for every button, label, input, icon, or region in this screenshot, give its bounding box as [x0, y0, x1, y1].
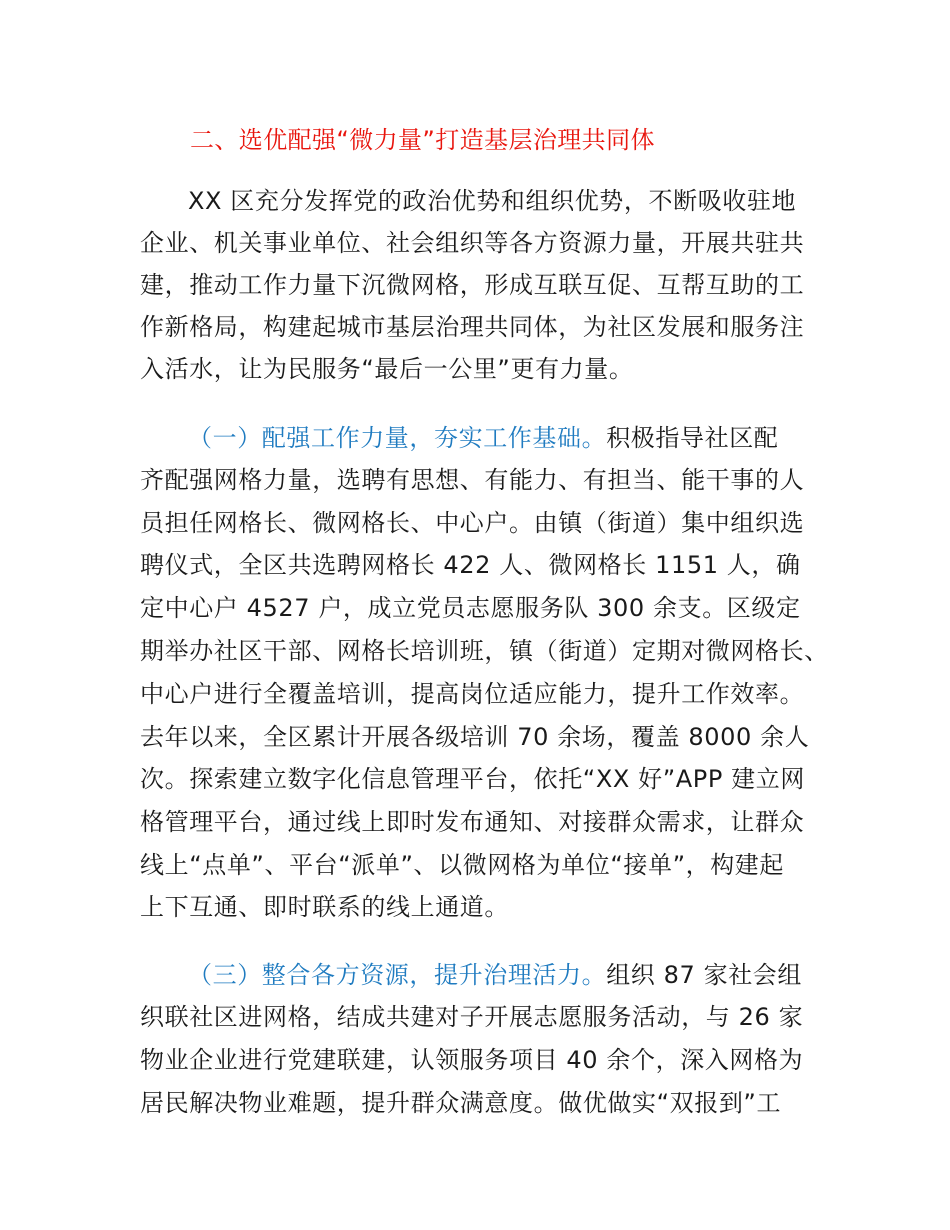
paragraph-line: [188, 960, 802, 990]
paragraph-line: 线上“点单”、平台“派单”、以微网格为单位“接单”，构建起: [140, 851, 784, 879]
paragraph-line: 齐配强网格力量，选聘有思想、有能力、有担当、能干事的人: [140, 466, 805, 494]
part-three-heading: （三）整合各方资源，提升治理活力。: [188, 961, 607, 989]
paragraph-line: 上下互通、即时联系的线上通道。: [140, 893, 509, 921]
paragraph-text: 积极指导社区配: [606, 424, 779, 452]
paragraph-line: 期举办社区干部、网格长培训班，镇（街道）定期对微网格长、: [140, 637, 829, 665]
paragraph-line: 聘仪式，全区共选聘网格长 422 人、微网格长 1151 人，确: [140, 551, 801, 579]
paragraph-line: 中心户进行全覆盖培训，提高岗位适应能力，提升工作效率。: [140, 680, 805, 708]
paragraph-line: 织联社区进网格，结成共建对子开展志愿服务活动，与 26 家: [140, 1003, 804, 1031]
paragraph-line: 建，推动工作力量下沉微网格，形成互联互促、互帮互助的工: [140, 271, 805, 299]
paragraph-line: [188, 423, 778, 453]
paragraph-line: 定中心户 4527 户，成立党员志愿服务队 300 余支。区级定: [140, 594, 801, 622]
section-title: 二、选优配强“微力量”打造基层治理共同体: [190, 126, 655, 154]
paragraph-line: 格管理平台，通过线上即时发布通知、对接群众需求，让群众: [140, 808, 805, 836]
part-one-heading: （一）配强工作力量，夯实工作基础。: [188, 424, 607, 452]
paragraph-line: 去年以来，全区累计开展各级培训 70 余场，覆盖 8000 余人: [140, 723, 810, 751]
paragraph-line: 居民解决物业难题，提升群众满意度。做优做实“双报到”工: [140, 1089, 782, 1117]
paragraph-line: 企业、机关事业单位、社会组织等各方资源力量，开展共驻共: [140, 229, 805, 257]
paragraph-line: 作新格局，构建起城市基层治理共同体，为社区发展和服务注: [140, 313, 805, 341]
paragraph-line: 入活水，让为民服务“最后一公里”更有力量。: [140, 355, 634, 383]
paragraph-text: 组织 87 家社会组: [606, 961, 802, 989]
paragraph-line: 物业企业进行党建联建，认领服务项目 40 余个，深入网格为: [140, 1046, 804, 1074]
paragraph-line: 员担任网格长、微网格长、中心户。由镇（街道）集中组织选: [140, 509, 805, 537]
paragraph-line: XX 区充分发挥党的政治优势和组织优势，不断吸收驻地: [188, 187, 797, 215]
paragraph-line: 次。探索建立数字化信息管理平台，依托“XX 好”APP 建立网: [140, 765, 805, 793]
